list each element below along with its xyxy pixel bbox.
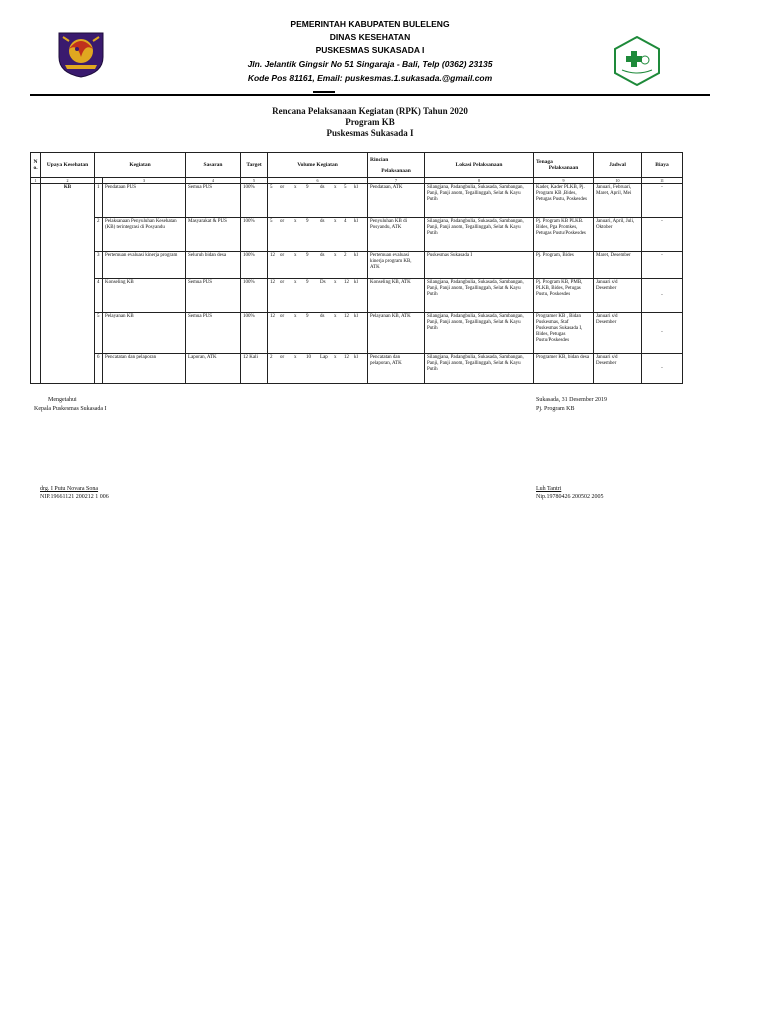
col-header-target: Target xyxy=(241,153,268,178)
cell-biaya: - xyxy=(642,184,683,218)
tenaga-header-line-2: Pelaksanaan xyxy=(548,165,579,171)
cell-kegiatan: Pertemuan evaluasi kinerja program xyxy=(103,252,186,279)
cell-target: 100% xyxy=(241,252,268,279)
col-number: 4 xyxy=(186,178,241,184)
table-row xyxy=(31,354,683,384)
header-rule xyxy=(30,94,710,96)
cell-biaya: - xyxy=(642,354,683,384)
signature-left-name: drg. I Putu Novara Sona xyxy=(40,486,99,492)
col-number: 8 xyxy=(425,178,534,184)
cell-rincian: Penyuluhan KB di Posyandu, ATK xyxy=(368,218,425,252)
cell-volume: 12 or x 9 Ds x 12 kl xyxy=(268,279,368,313)
cell-kegiatan: Pelaksanaan Penyuluhan Kesehatan (KB) terintegrasi di Posyandu xyxy=(103,218,186,252)
cell-upaya: KB xyxy=(41,184,95,384)
rpk-table xyxy=(30,152,683,384)
col-header-upaya: Upaya Kesehatan xyxy=(41,153,95,178)
cell-biaya: - xyxy=(642,252,683,279)
signature-right-role: Pj. Program KB xyxy=(536,406,575,412)
cell-lokasi: Puskesmas Sukasada I xyxy=(425,252,534,279)
header-address: Jln. Jelantik Gingsir No 51 Singaraja - Bali, Telp (0362) 23135 xyxy=(247,59,493,69)
cell-sasaran: Laporan, ATK xyxy=(186,354,241,384)
letterhead xyxy=(0,14,768,94)
cell-jadwal: Maret, Desember xyxy=(594,252,642,279)
table-row xyxy=(31,313,683,354)
header-contact: Kode Pos 81161, Email: puskesmas.1.sukasada.@gmail.com xyxy=(247,73,493,83)
cell-kegiatan: Pencatatan dan pelaporan xyxy=(103,354,186,384)
cell-target: 100% xyxy=(241,184,268,218)
col-header-rincian xyxy=(368,153,425,178)
cell-kegiatan: Pelayanan KB xyxy=(103,313,186,354)
document-title xyxy=(200,106,540,139)
title-line-3: Puskesmas Sukasada I xyxy=(326,128,414,138)
cell-kegiatan: Pendataan PUS xyxy=(103,184,186,218)
title-line-2: Program KB xyxy=(345,117,395,127)
rincian-header-line-1: Rincian xyxy=(370,156,389,163)
col-header-biaya: Biaya xyxy=(642,153,683,178)
cell-row-no: 1 xyxy=(95,184,103,218)
signature-right-date: Sukasada, 31 Desember 2019 xyxy=(536,397,607,403)
cell-volume: 12 or x 9 ds x 2 kl xyxy=(268,252,368,279)
cell-rincian: Pelayanan KB, ATK xyxy=(368,313,425,354)
cell-row-no: 2 xyxy=(95,218,103,252)
institution-header xyxy=(220,18,520,85)
signature-right-name: Luh Tantri xyxy=(536,486,562,492)
col-header-volume: Volume Kegiatan xyxy=(268,153,368,178)
signature-left-label: Mengetahui xyxy=(48,397,77,403)
cell-row-no: 5 xyxy=(95,313,103,354)
cell-rincian: Konseling KB, ATK xyxy=(368,279,425,313)
cell-lokasi: Silangjana, Padangbulia, Sukasada, Sambangan, Panji, Panji anom, Tegallinggah, Selat & Kayu Putih xyxy=(425,184,534,218)
cell-jadwal: Januari s/d Desember xyxy=(594,313,642,354)
col-number: 3 xyxy=(103,178,186,184)
signature-right-nip: Nip.19780426 200502 2005 xyxy=(536,494,604,500)
col-number: 1 xyxy=(31,178,41,184)
tenaga-header-line-1: Tenaga xyxy=(536,159,553,165)
cell-jadwal: Januari, April, Juli, Oktober xyxy=(594,218,642,252)
cell-tenaga: Pj. Program KB, PMB, PLKB, Bides, Petugas Pustu, Poskesdes xyxy=(534,279,594,313)
table-header-row xyxy=(31,153,683,178)
cell-biaya: - xyxy=(642,279,683,313)
cell-lokasi: Silangjana, Padangbulia, Sukasada, Sambangan, Panji, Panji anom, Tegallinggah, Selat & Kayu Putih xyxy=(425,313,534,354)
cell-row-no: 6 xyxy=(95,354,103,384)
cell-jadwal: Januari s/d Desember xyxy=(594,279,642,313)
col-number: 5 xyxy=(241,178,268,184)
col-number: 2 xyxy=(41,178,95,184)
cell-biaya: - xyxy=(642,218,683,252)
cell-volume: 5 or x 9 ds x 5 kl xyxy=(268,184,368,218)
buleleng-regency-logo-icon xyxy=(55,27,107,79)
cell-no-blank xyxy=(31,184,41,384)
header-line-3: PUSKESMAS SUKASADA I xyxy=(315,45,425,55)
col-header-tenaga xyxy=(534,153,594,178)
cell-tenaga: Pj. Program, Bides xyxy=(534,252,594,279)
col-number: 7 xyxy=(368,178,425,184)
cell-rincian: Pendataan, ATK xyxy=(368,184,425,218)
header-rule-short xyxy=(313,91,335,93)
cell-sasaran: Masyarakat & PUS xyxy=(186,218,241,252)
cell-lokasi: Silangjana, Padangbulia, Sukasada, Sambangan, Panji, Panji anom, Tegallinggah, Selat & Kayu Putih xyxy=(425,279,534,313)
cell-kegiatan: Konseling KB xyxy=(103,279,186,313)
cell-tenaga: Programer KB, bidan desa xyxy=(534,354,594,384)
cell-target: 12 Kali xyxy=(241,354,268,384)
cell-row-no: 4 xyxy=(95,279,103,313)
col-header-sasaran: Sasaran xyxy=(186,153,241,178)
cell-sasaran: Semua PUS xyxy=(186,184,241,218)
col-header-lokasi: Lokasi Pelaksanaan xyxy=(425,153,534,178)
col-header-no: No. xyxy=(31,153,41,178)
cell-jadwal: Januari s/d Desember xyxy=(594,354,642,384)
cell-volume: 12 or x 9 ds x 12 kl xyxy=(268,313,368,354)
puskesmas-logo-icon xyxy=(612,36,662,86)
cell-biaya: - xyxy=(642,313,683,354)
cell-jadwal: Januari, Februari, Maret, April, Mei xyxy=(594,184,642,218)
cell-volume: 5 or x 9 ds x 4 kl xyxy=(268,218,368,252)
cell-sasaran: Seluruh bidan desa xyxy=(186,252,241,279)
cell-target: 100% xyxy=(241,218,268,252)
cell-rincian: Pertemuan evaluasi kinerja program KB, ATK xyxy=(368,252,425,279)
cell-sasaran: Semua PUS xyxy=(186,279,241,313)
cell-rincian: Pencatatan dan pelaporan, ATK xyxy=(368,354,425,384)
header-line-1: PEMERINTAH KABUPATEN BULELENG xyxy=(290,19,450,29)
col-header-jadwal: Jadwal xyxy=(594,153,642,178)
cell-sasaran: Semua PUS xyxy=(186,313,241,354)
table-row xyxy=(31,252,683,279)
title-line-1: Rencana Pelaksanaan Kegiatan (RPK) Tahun 2020 xyxy=(272,106,468,116)
header-line-2: DINAS KESEHATAN xyxy=(329,32,411,42)
col-number: 10 xyxy=(594,178,642,184)
table-row xyxy=(31,218,683,252)
table-row xyxy=(31,279,683,313)
cell-lokasi: Silangjana, Padangbulia, Sukasada, Sambangan, Panji, Panji anom, Tegallinggah, Selat & Kayu Putih xyxy=(425,218,534,252)
rincian-header-line-2: Pelaksanaan xyxy=(381,167,411,174)
cell-tenaga: Pj. Program KB PLKB. Bides, Pga Promkes, Petugas Pustu/Poskesdes xyxy=(534,218,594,252)
col-number: 6 xyxy=(268,178,368,184)
col-number: 9 xyxy=(534,178,594,184)
cell-target: 100% xyxy=(241,279,268,313)
signature-left-nip: NIP.19661121 200212 1 006 xyxy=(40,494,109,500)
table-row xyxy=(31,184,683,218)
cell-volume: 2 or x 10 Lap x 12 kl xyxy=(268,354,368,384)
cell-lokasi: Silangjana, Padangbulia, Sukasada, Sambangan, Panji, Panji anom, Tegallinggah, Selat & Kayu Putih xyxy=(425,354,534,384)
col-number: 11 xyxy=(642,178,683,184)
cell-tenaga: Programer KB , Bidan Puskesmas, Staf Puskesmas Sukasada I, Bides, Petugas Pustu/Poskesdes xyxy=(534,313,594,354)
cell-tenaga: Kader, Kader PLKB, Pj. Program KB ,Bides, Petugas Pustu, Poskesdes xyxy=(534,184,594,218)
cell-target: 100% xyxy=(241,313,268,354)
cell-row-no: 3 xyxy=(95,252,103,279)
signature-left-role: Kepala Puskesmas Sukasada I xyxy=(34,406,107,412)
col-header-kegiatan: Kegiatan xyxy=(95,153,186,178)
